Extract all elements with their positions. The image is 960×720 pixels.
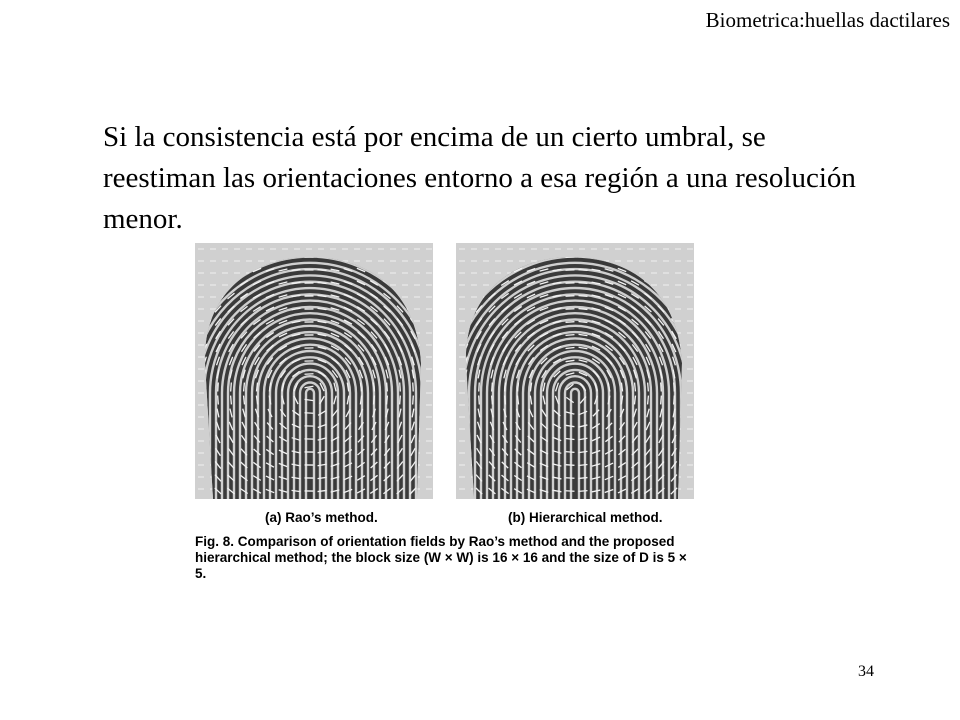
fingerprint-image-svg xyxy=(195,243,433,499)
fingerprint-figure xyxy=(193,235,715,595)
page-number: 34 xyxy=(858,663,874,680)
fingerprint-image-raos-method xyxy=(195,243,433,499)
panel-b-caption: (b) Hierarchical method. xyxy=(508,510,663,525)
slide-header-title: Biometrica:huellas dactilares xyxy=(705,8,950,32)
fingerprint-image-hierarchical-method xyxy=(456,243,694,499)
panel-a-caption: (a) Rao’s method. xyxy=(265,510,378,525)
fingerprint-image-svg xyxy=(456,243,694,499)
figure-caption: Fig. 8. Comparison of orientation fields by Rao’s method and the proposed hierarchical method; the block size (W × W) is 16 × 16 and the size of D is 5 × 5. xyxy=(195,534,687,581)
slide-body-paragraph: Si la consistencia está por encima de un cierto umbral, se reestiman las orientaciones entorno a esa región a una resolución menor. xyxy=(103,121,856,235)
